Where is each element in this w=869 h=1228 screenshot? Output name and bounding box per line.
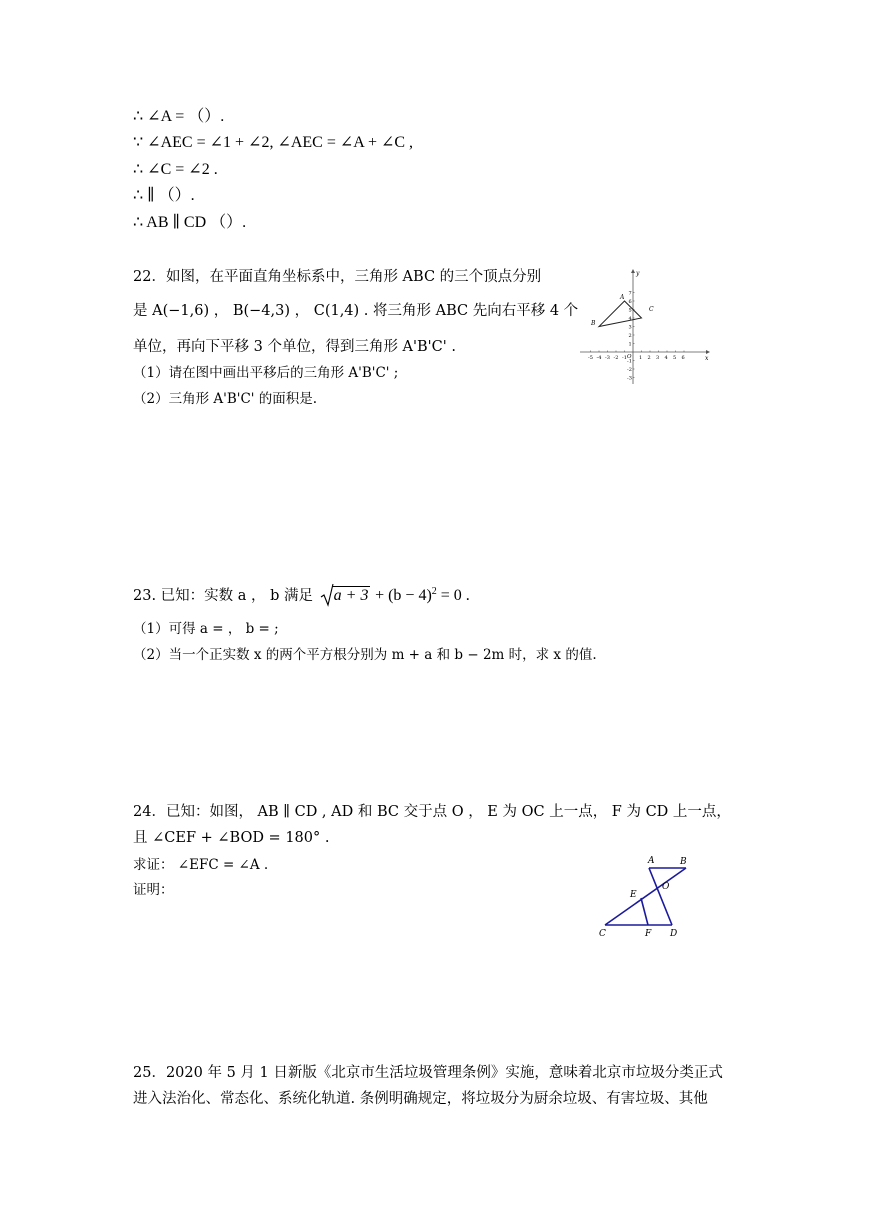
q25-line-1: 25．2020 年 5 月 1 日新版《北京市生活垃圾管理条例》实施，意味着北京市垃圾分类正式 [133, 1065, 723, 1081]
x-tick-label: 3 [656, 355, 660, 361]
y-tick-label: 5 [628, 307, 632, 314]
q23-equals-zero: = 0 . [436, 586, 470, 604]
triangle-abc [599, 301, 642, 327]
q24-line-1: 24．已知：如图， AB ∥ CD , AD 和 BC 交于点 O ， E 为 OC 上一点， F 为 CD 上一点， [133, 804, 731, 820]
label-e: E [630, 890, 637, 900]
x-tick-label: -1 [622, 355, 627, 361]
y-tick-label: 7 [628, 290, 632, 297]
q22-part-2: （2）三角形 A'B'C' 的面积是. [133, 391, 318, 407]
label-a: A [620, 294, 625, 301]
q22-line-3: 单位，再向下平移 3 个单位，得到三角形 A'B'C' . [133, 339, 456, 355]
y-tick-label: 1 [628, 341, 632, 348]
x-tick-label: -4 [596, 355, 602, 361]
y-tick-label: -1 [627, 358, 632, 365]
y-tick-label: 3 [628, 324, 632, 331]
y-tick-label: 6 [628, 299, 632, 305]
x-tick-label: 2 [647, 355, 651, 361]
q24-line-4: 证明： [133, 882, 174, 898]
proof-line-5: ∴ AB ∥ CD （）. [133, 214, 247, 231]
label-f: F [645, 929, 652, 939]
label-d: D [670, 929, 678, 939]
x-tick-label: 1 [639, 355, 643, 361]
y-tick-label: 4 [628, 316, 632, 322]
q23-part-2: （2）当一个正实数 x 的两个平方根分别为 m + a 和 b − 2m 时，求 x 的值. [133, 647, 597, 663]
q22-line-2: 是 A(−1,6) ， B(−4,3) ， C(1,4) . 将三角形 ABC 先向右平移 4 个 [133, 303, 579, 319]
x-tick-label: -5 [588, 355, 593, 361]
proof-line-3: ∴ ∠C = ∠2 . [133, 161, 218, 178]
sqrt-content: a + 3 [333, 586, 369, 604]
x-tick-label: -2 [613, 355, 619, 361]
x-tick-label: 6 [681, 355, 685, 361]
q23-line-1 [133, 582, 470, 606]
q23-intro: 23. 已知：实数 a ， b 满足 [133, 587, 314, 604]
label-b: B [591, 320, 596, 327]
q24-line-3: 求证： ∠EFC = ∠A . [133, 857, 269, 873]
proof-line-2: ∵ ∠AEC = ∠1 + ∠2, ∠AEC = ∠A + ∠C , [133, 134, 414, 151]
q25-line-2: 进入法治化、常态化、系统化轨道. 条例明确规定，将垃圾分为厨余垃圾、有害垃圾、其他 [133, 1091, 708, 1107]
q23-square-term: + (b − 4) [375, 586, 432, 604]
q24-geometry-figure [594, 853, 698, 943]
y-axis-label: y [636, 270, 640, 277]
x-tick-label: 5 [673, 355, 677, 361]
q22-coordinate-figure [578, 268, 712, 388]
y-axis-arrow [631, 269, 635, 273]
q22-line-1: 22．如图，在平面直角坐标系中，三角形 ABC 的三个顶点分别 [133, 269, 542, 285]
proof-line-1: ∴ ∠A = （）. [133, 108, 225, 125]
q23-exponent: 2 [431, 586, 437, 597]
segment-ef [641, 898, 648, 925]
x-axis-arrow [706, 350, 710, 354]
label-c: C [599, 929, 606, 939]
segment-ad [649, 868, 672, 925]
label-o: O [662, 882, 670, 892]
proof-line-4: ∴ ∥ （）. [133, 187, 195, 204]
q24-line-2: 且 ∠CEF + ∠BOD = 180° . [133, 830, 330, 846]
x-tick-label: 4 [664, 355, 668, 361]
y-tick-label: -3 [627, 375, 632, 382]
x-axis-label: x [705, 355, 709, 362]
x-tick-label: -3 [605, 355, 610, 361]
label-c: C [649, 306, 654, 313]
q22-part-1: （1）请在图中画出平移后的三角形 A'B'C' ; [133, 365, 399, 381]
q23-part-1: （1）可得 a = ， b = ; [133, 621, 279, 637]
label-b: B [680, 857, 687, 867]
sqrt-expression [320, 586, 371, 606]
y-tick-label: 2 [628, 333, 632, 339]
sqrt-icon [320, 583, 334, 607]
label-a: A [648, 856, 655, 866]
origin-label: O [627, 354, 632, 360]
y-tick-label: -2 [627, 367, 632, 373]
